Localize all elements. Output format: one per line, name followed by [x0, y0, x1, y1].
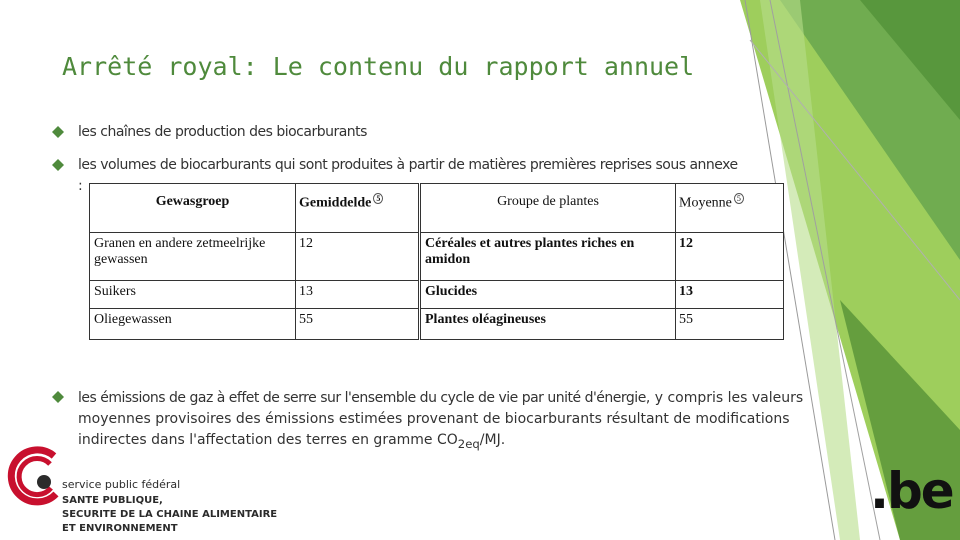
- table-cell-value: 12: [679, 236, 693, 251]
- table-cell-crop: Céréales et autres plantes riches en amidon: [425, 236, 635, 267]
- bullet-emissions-tail: /MJ.: [479, 432, 506, 448]
- spf-logo-icon: [6, 446, 62, 506]
- co2-subscript: 2eq: [457, 436, 480, 451]
- table-cell-value: 13: [679, 284, 693, 299]
- logo-line-service: service public fédéral: [62, 478, 181, 491]
- logo-line-environnement: ET ENVIRONNEMENT: [62, 523, 178, 534]
- logo-line-securite: SECURITE DE LA CHAINE ALIMENTAIRE: [62, 509, 278, 520]
- table-cell-crop: Glucides: [425, 284, 478, 299]
- bullet-emissions-rest: , y compris les valeurs moyennes provisoires des émissions estimées provenant de biocarburants résultant de modifications indirectes dans l'affectation des terres en gramme CO: [78, 390, 804, 448]
- diamond-bullet-icon: [52, 391, 64, 403]
- table-header-moyenne: Moyenne $^5$: [675, 184, 783, 232]
- bullet-production-chains: les chaînes de production des biocarburants: [78, 124, 367, 140]
- bullet-emissions-lead: les émissions de gaz à effet de serre sur l'ensemble du cycle de vie par unité d'énergie: [78, 390, 646, 406]
- table-cell-value: 13: [299, 284, 313, 299]
- table-header-gemiddelde: Gemiddelde $^5$: [295, 184, 418, 232]
- bullet-volumes: les volumes de biocarburants qui sont produites à partir de matières premières reprises sous annexe: [78, 157, 738, 173]
- table-nl: [89, 183, 419, 340]
- table-cell-crop: Oliegewassen: [94, 312, 172, 327]
- table-header-gewasgroep: Gewasgroep: [155, 194, 230, 209]
- table-header-groupe: Groupe de plantes: [497, 194, 599, 209]
- table-cell-value: 12: [299, 236, 313, 251]
- be-logo: .be: [870, 462, 953, 520]
- bullet-emissions: [78, 388, 808, 455]
- diamond-bullet-icon: [52, 126, 64, 138]
- table-cell-crop: Plantes oléagineuses: [425, 312, 546, 327]
- table-cell-value: 55: [679, 312, 693, 327]
- bullet-volumes-continuation: :: [78, 178, 83, 194]
- slide-title: Arrêté royal: Le contenu du rapport annuel: [62, 52, 695, 81]
- logo-line-sante: SANTE PUBLIQUE,: [62, 495, 163, 506]
- table-cell-crop: Suikers: [94, 284, 136, 299]
- diamond-bullet-icon: [52, 159, 64, 171]
- table-cell-crop: Granen en andere zetmeelrijke gewassen: [94, 236, 266, 267]
- table-cell-value: 55: [299, 312, 313, 327]
- table-fr: [420, 183, 784, 340]
